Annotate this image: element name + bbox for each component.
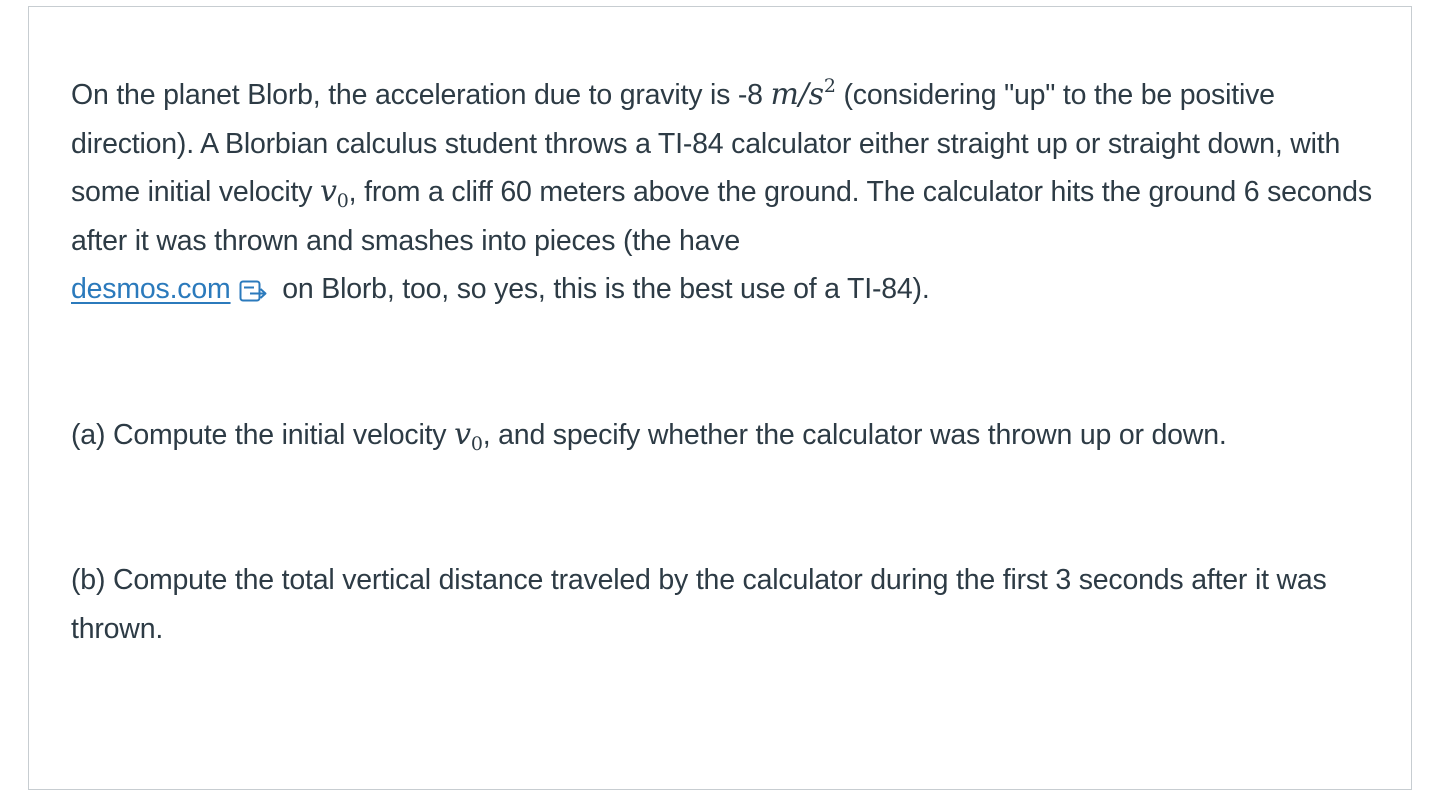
intro-text-4: on Blorb, too, so yes, this is the best use of a TI-84). xyxy=(274,273,930,305)
part-a xyxy=(71,411,1381,460)
desmos-link[interactable]: desmos.com xyxy=(71,273,231,305)
initial-velocity-symbol: $v_0$ xyxy=(320,174,349,212)
question-text xyxy=(71,71,1381,653)
gravity-unit-math: $m/s^2$ xyxy=(770,75,836,112)
intro-text-1: On the planet Blorb, the acceleration due to gravity is -8 xyxy=(71,79,771,111)
part-b xyxy=(71,556,1381,653)
initial-velocity-symbol: $v_0$ xyxy=(454,416,483,455)
external-link-icon[interactable] xyxy=(239,280,269,302)
intro-paragraph xyxy=(71,71,1381,314)
intro-text-2: (considering "up" to the be positive direction). A Blorbian calculus student throws a TI-84 calculator either straight up or straight down, with some initial velocity xyxy=(71,79,1341,208)
intro-text-3: , from a cliff 60 meters above the ground. The calculator hits the ground 6 seconds after it was thrown and smashes into pieces (the have xyxy=(71,176,1372,257)
part-b-text: (b) Compute the total vertical distance traveled by the calculator during the first 3 seconds after it was thrown. xyxy=(71,564,1327,645)
question-box xyxy=(28,6,1412,790)
part-a-text-2: , and specify whether the calculator was thrown up or down. xyxy=(482,418,1227,451)
part-a-text-1: (a) Compute the initial velocity xyxy=(71,418,455,451)
